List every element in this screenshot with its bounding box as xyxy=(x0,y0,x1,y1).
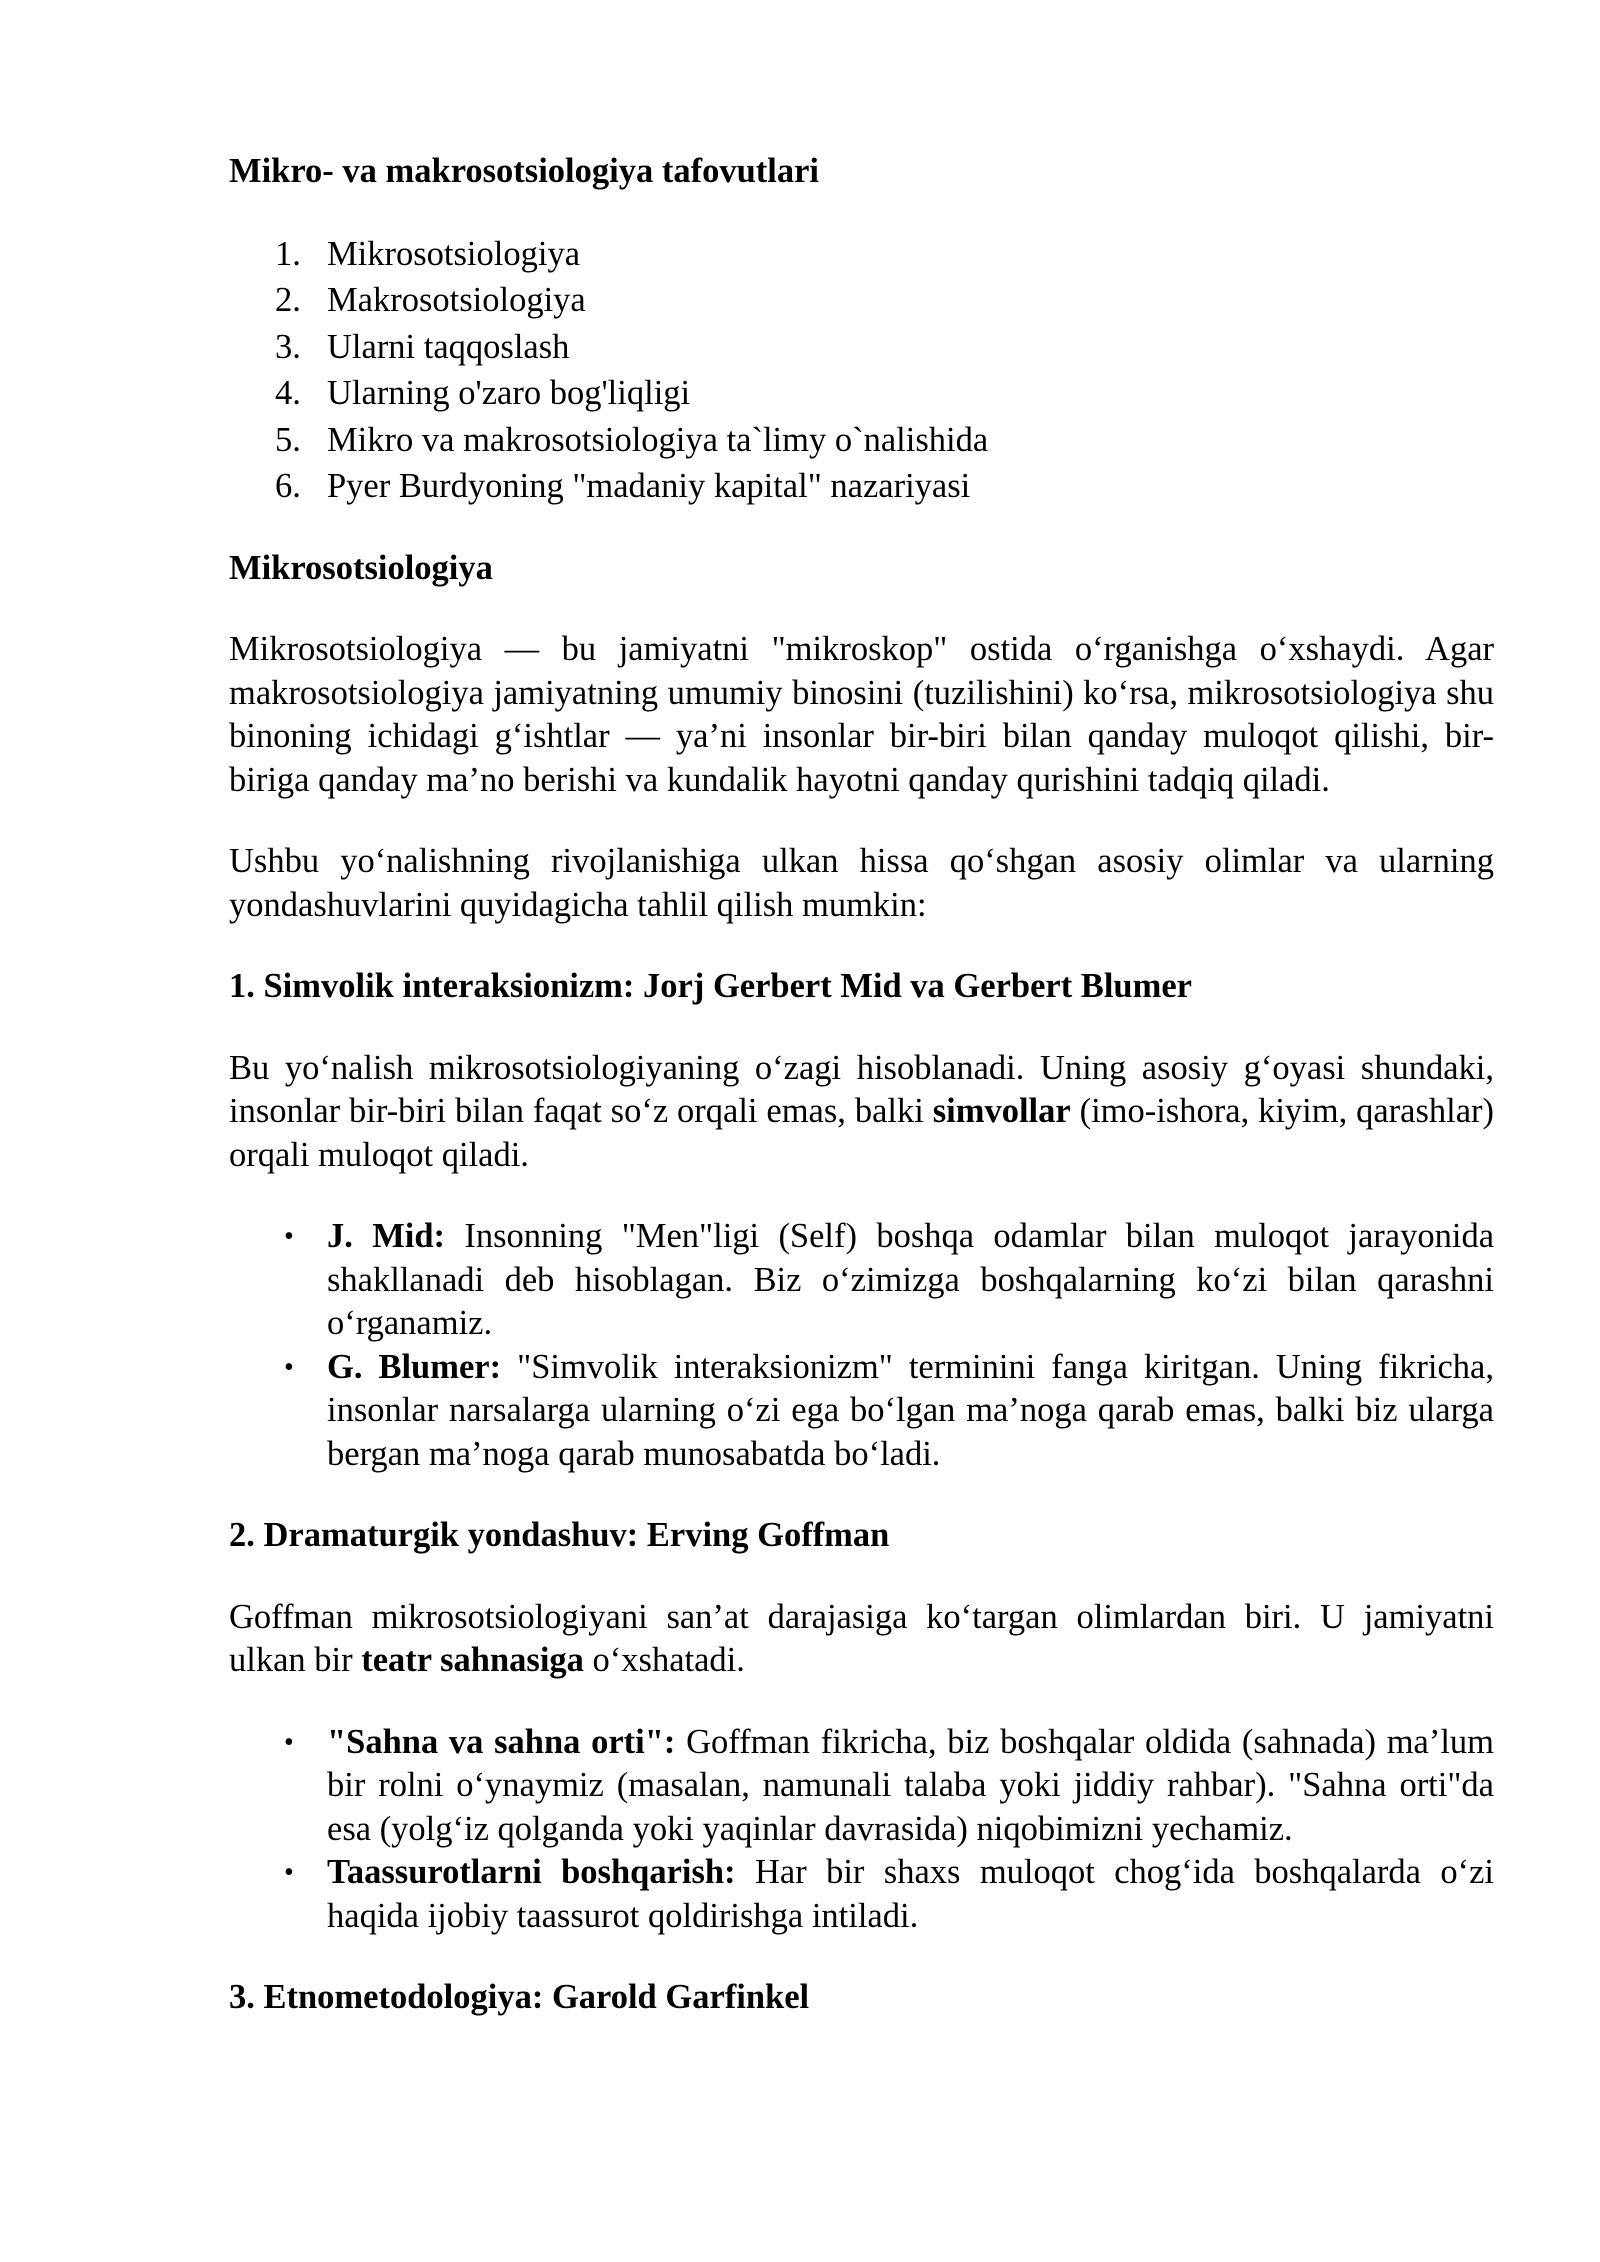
bullet-label: G. Blumer: xyxy=(327,1347,502,1386)
paragraph-scholars: Ushbu yo‘nalishning rivojlanishiga ulkan hissa qo‘shgan asosiy olimlar va ularning yondashuvlarini quyidagicha tahlil qilish mumkin: xyxy=(229,842,1494,924)
bullet-icon: • xyxy=(284,1857,294,1888)
toc-number: 3. xyxy=(275,327,301,366)
toc-number: 2. xyxy=(275,281,301,319)
bullet-text: Insonning "Men"ligi (Self) boshqa odamlar bilan muloqot jarayonida shakllanadi deb hisoblagan. Biz o‘zimizga boshqalarning ko‘zi bilan qarashni o‘rganamiz. xyxy=(327,1217,1495,1342)
bullet-label: J. Mid: xyxy=(327,1217,446,1255)
bullet-list-2 xyxy=(229,1721,1494,1939)
text-run: Goffman mikrosotsiologiyani san’at darajasiga ko‘targan olimlardan biri. U jamiyatni ulkan bir xyxy=(229,1597,1494,1679)
toc-number: 1. xyxy=(275,234,301,273)
toc-item xyxy=(229,324,1494,371)
subsection-heading-2: 2. Dramaturgik yondashuv: Erving Goffman xyxy=(229,1516,890,1554)
paragraph-interaksionizm xyxy=(229,1047,1494,1178)
text-run: o‘xshatadi. xyxy=(592,1641,745,1679)
bold-term: simvollar xyxy=(932,1092,1071,1130)
toc-item xyxy=(229,277,1494,324)
section-heading-mikrosotsiologiya: Mikrosotsiologiya xyxy=(229,548,493,587)
bullet-label: "Sahna va sahna orti": xyxy=(327,1722,676,1761)
toc-number: 4. xyxy=(275,374,301,412)
toc-text: Ularni taqqoslash xyxy=(327,327,570,366)
bullet-icon: • xyxy=(284,1351,294,1383)
bullet-icon: • xyxy=(284,1221,294,1252)
toc-text: Makrosotsiologiya xyxy=(327,281,586,319)
subsection-heading-3: 3. Etnometodologiya: Garold Garfinkel xyxy=(229,1978,810,2016)
toc-item xyxy=(229,370,1494,417)
bullet-list-1 xyxy=(229,1215,1494,1476)
bullet-text: "Simvolik interaksionizm" terminini fanga kiritgan. Uning fikricha, insonlar narsalarga ularning o‘zi ega bo‘lgan ma’noga qarab emas, balki biz ularga bergan ma’noga qarab munosabatda bo‘ladi. xyxy=(327,1347,1494,1473)
subsection-heading-1: 1. Simvolik interaksionizm: Jorj Gerbert Mid va Gerbert Blumer xyxy=(229,967,1192,1005)
document-title: Mikro- va makrosotsiologiya tafovutlari xyxy=(229,152,819,190)
paragraph-intro: Mikrosotsiologiya — bu jamiyatni "mikroskop" ostida o‘rganishga o‘xshaydi. Agar makrosotsiologiya jamiyatning umumiy binosini (tuzilishini) ko‘rsa, mikrosotsiologiya shu binoning ichidagi g‘ishtlar — ya’ni insonlar bir-biri bilan qanday muloqot qilishi, bir-biriga qanday ma’no berishi va kundalik hayotni qanday qurishini tadqiq qiladi. xyxy=(229,630,1494,799)
list-item xyxy=(229,1215,1494,1346)
bullet-text: Goffman fikricha, biz boshqalar oldida (sahnada) ma’lum bir rolni o‘ynaymiz (masalan, namunali talaba yoki jiddiy rahbar). "Sahna orti"da esa (yolg‘iz qolganda yoki yaqinlar davrasida) niqobimizni yechamiz. xyxy=(327,1722,1494,1848)
list-item xyxy=(229,1346,1494,1477)
list-item xyxy=(229,1851,1494,1938)
document-page xyxy=(229,150,1494,2020)
toc-item xyxy=(229,231,1494,278)
bullet-icon: • xyxy=(284,1726,294,1758)
toc-number: 6. xyxy=(275,467,301,505)
toc-text: Mikro va makrosotsiologiya ta`limy o`nalishida xyxy=(327,420,989,459)
table-of-contents xyxy=(229,231,1494,510)
toc-text: Pyer Burdyoning "madaniy kapital" nazariyasi xyxy=(327,467,971,505)
bold-term: teatr sahnasiga xyxy=(361,1641,584,1679)
toc-item xyxy=(229,417,1494,464)
list-item xyxy=(229,1721,1494,1852)
text-run: (imo-ishora, kiyim, qarashlar) orqali muloqot qiladi. xyxy=(229,1092,1495,1174)
text-run: Bu yo‘nalish mikrosotsiologiyaning o‘zagi hisoblanadi. Uning asosiy g‘oyasi shundaki, insonlar bir-biri bilan faqat so‘z orqali emas, balki xyxy=(229,1048,1494,1130)
toc-number: 5. xyxy=(275,420,301,459)
toc-text: Ularning o'zaro bog'liqligi xyxy=(327,374,691,412)
bullet-label: Taassurotlarni boshqarish: xyxy=(327,1853,736,1891)
paragraph-goffman xyxy=(229,1596,1494,1683)
toc-item xyxy=(229,463,1494,510)
toc-text: Mikrosotsiologiya xyxy=(327,234,581,273)
bullet-text: Har bir shaxs muloqot chog‘ida boshqalarda o‘zi haqida ijobiy taassurot qoldirishga intiladi. xyxy=(327,1853,1494,1935)
